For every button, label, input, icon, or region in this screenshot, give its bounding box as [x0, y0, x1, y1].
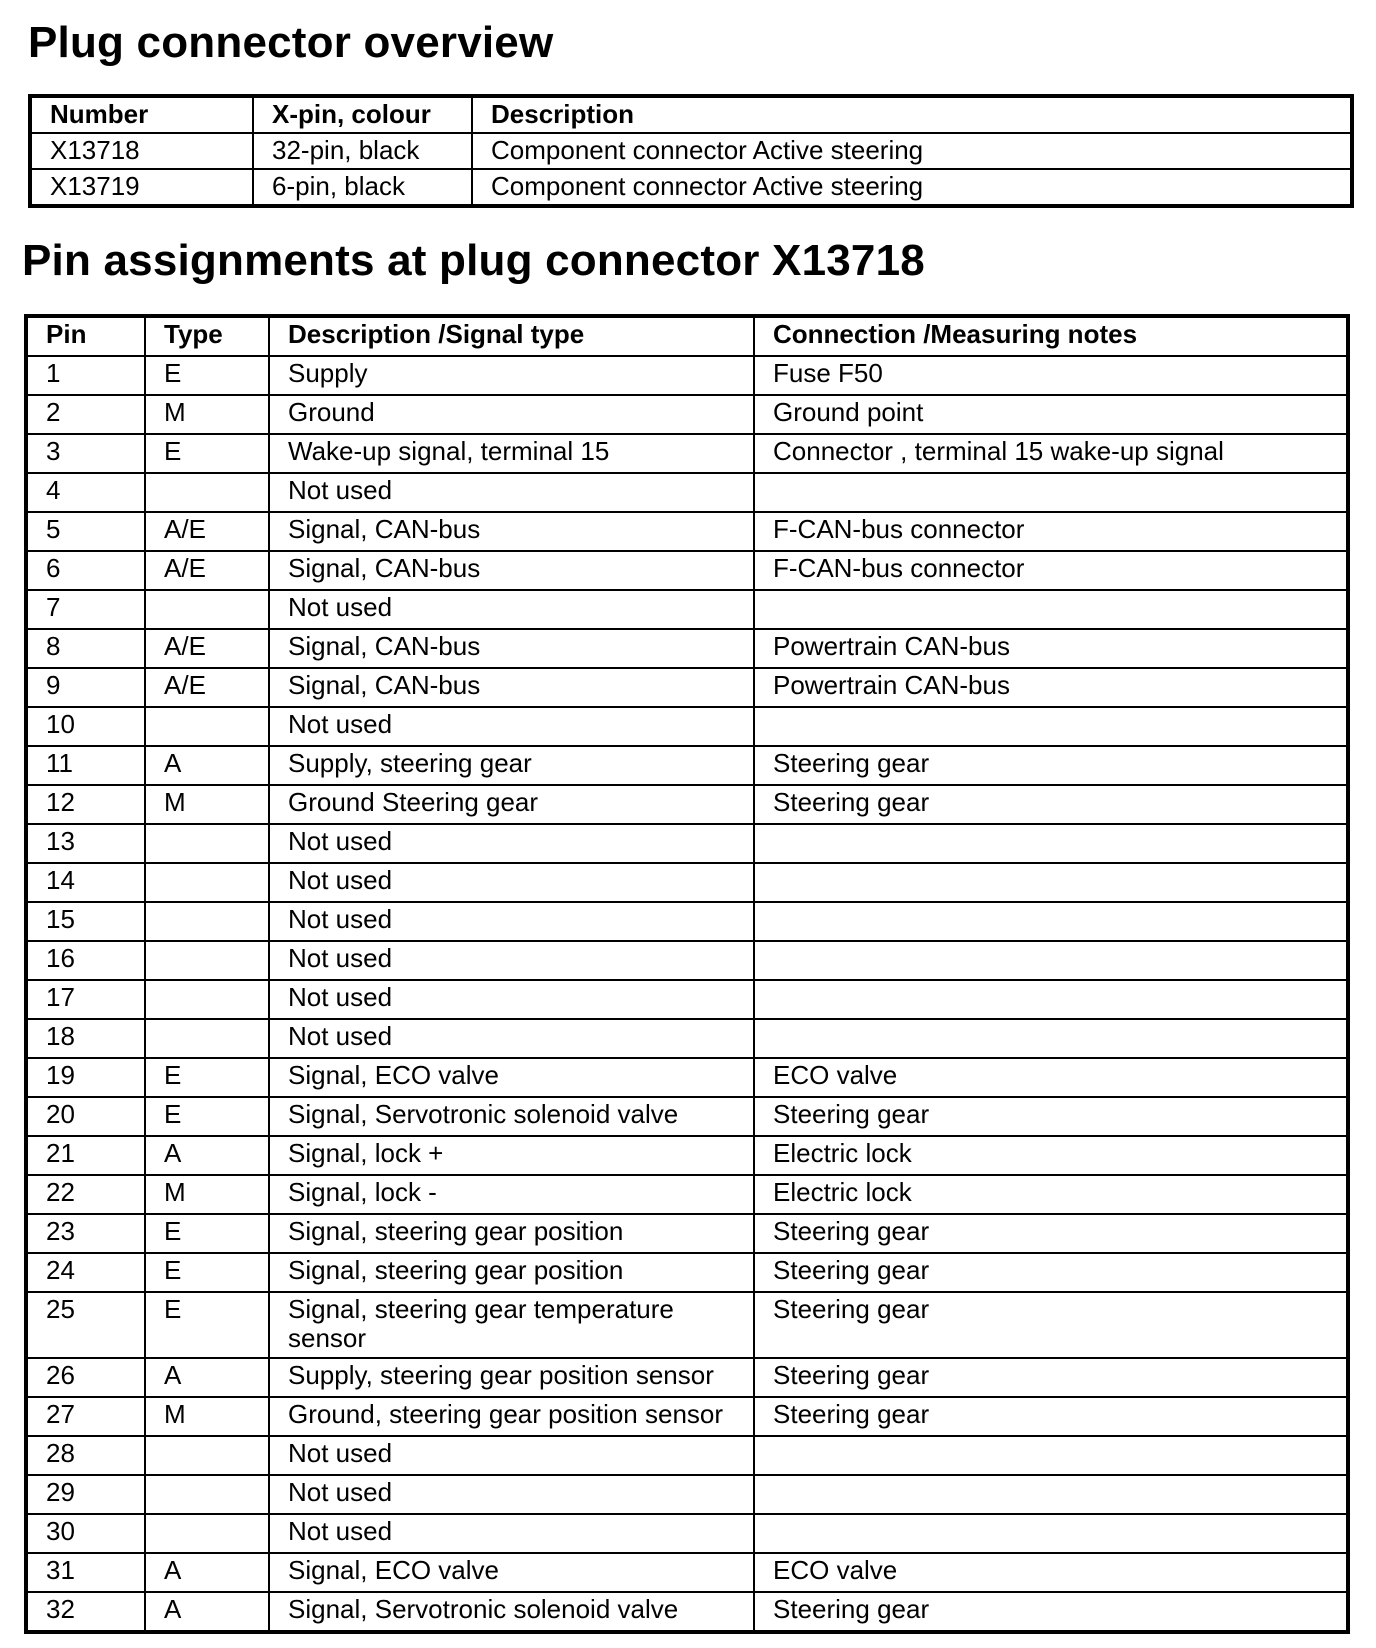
pin-row	[26, 1436, 1348, 1475]
pin-connection-cell: Steering gear	[754, 785, 1348, 824]
pin-row	[26, 512, 1348, 551]
pin-description-cell: Signal, CAN-bus	[269, 512, 754, 551]
pin-type-cell: A/E	[145, 551, 269, 590]
pin-row	[26, 1292, 1348, 1358]
pin-row	[26, 434, 1348, 473]
connector-description-cell: Component connector Active steering	[472, 169, 1352, 206]
pin-connection-cell: Steering gear	[754, 1253, 1348, 1292]
pin-row	[26, 1514, 1348, 1553]
pin-number-cell: 5	[26, 512, 145, 551]
pin-connection-cell: ECO valve	[754, 1553, 1348, 1592]
overview-table	[28, 94, 1354, 208]
pin-description-cell: Supply, steering gear	[269, 746, 754, 785]
pin-row	[26, 902, 1348, 941]
overview-row	[30, 133, 1352, 169]
pin-description-cell: Supply	[269, 356, 754, 395]
pin-header-row	[26, 316, 1348, 356]
pin-connection-cell	[754, 707, 1348, 746]
pin-number-cell: 4	[26, 473, 145, 512]
pin-type-cell: A	[145, 1358, 269, 1397]
pin-number-cell: 12	[26, 785, 145, 824]
pin-connection-cell	[754, 941, 1348, 980]
connector-number-cell: X13719	[30, 169, 253, 206]
connector-number-cell: X13718	[30, 133, 253, 169]
pin-type-cell: E	[145, 434, 269, 473]
pin-description-cell: Not used	[269, 707, 754, 746]
pin-header-connection: Connection /Measuring notes	[754, 316, 1348, 356]
pin-connection-cell: Powertrain CAN-bus	[754, 668, 1348, 707]
pin-description-cell: Signal, steering gear position	[269, 1253, 754, 1292]
pin-type-cell: A	[145, 746, 269, 785]
pin-row	[26, 668, 1348, 707]
pin-row	[26, 1253, 1348, 1292]
pin-number-cell: 20	[26, 1097, 145, 1136]
pin-row	[26, 629, 1348, 668]
pin-connection-cell: Steering gear	[754, 1397, 1348, 1436]
pin-description-cell: Not used	[269, 590, 754, 629]
pin-connection-cell: Electric lock	[754, 1175, 1348, 1214]
pin-type-cell	[145, 902, 269, 941]
pin-type-cell: E	[145, 1097, 269, 1136]
pin-connection-cell: F-CAN-bus connector	[754, 551, 1348, 590]
pin-type-cell: E	[145, 1253, 269, 1292]
pin-row	[26, 707, 1348, 746]
pins-title: Pin assignments at plug connector X13718	[22, 236, 925, 285]
pin-row	[26, 980, 1348, 1019]
pin-connection-cell: Steering gear	[754, 1097, 1348, 1136]
pin-description-cell: Ground	[269, 395, 754, 434]
pin-connection-cell	[754, 902, 1348, 941]
pin-number-cell: 24	[26, 1253, 145, 1292]
pin-number-cell: 18	[26, 1019, 145, 1058]
pin-connection-cell: Steering gear	[754, 1214, 1348, 1253]
overview-header-number: Number	[30, 96, 253, 133]
pin-number-cell: 2	[26, 395, 145, 434]
pin-type-cell: A/E	[145, 668, 269, 707]
pin-table	[24, 314, 1350, 1634]
pin-description-cell: Signal, ECO valve	[269, 1553, 754, 1592]
pin-description-cell: Not used	[269, 1475, 754, 1514]
pin-connection-cell: Electric lock	[754, 1136, 1348, 1175]
pin-row	[26, 1553, 1348, 1592]
pin-type-cell: A	[145, 1136, 269, 1175]
pin-description-cell: Not used	[269, 1019, 754, 1058]
pin-row	[26, 824, 1348, 863]
pin-connection-cell	[754, 980, 1348, 1019]
pin-connection-cell: Ground point	[754, 395, 1348, 434]
pin-type-cell: M	[145, 1397, 269, 1436]
pin-number-cell: 30	[26, 1514, 145, 1553]
pin-number-cell: 11	[26, 746, 145, 785]
pin-connection-cell	[754, 1019, 1348, 1058]
pin-description-cell: Not used	[269, 980, 754, 1019]
pin-row	[26, 1214, 1348, 1253]
pin-connection-cell: Steering gear	[754, 1292, 1348, 1358]
pin-number-cell: 15	[26, 902, 145, 941]
pin-number-cell: 32	[26, 1592, 145, 1632]
pin-description-cell: Signal, CAN-bus	[269, 668, 754, 707]
pin-row	[26, 395, 1348, 434]
pin-number-cell: 31	[26, 1553, 145, 1592]
pin-row	[26, 1019, 1348, 1058]
pin-connection-cell: Fuse F50	[754, 356, 1348, 395]
pin-type-cell: A/E	[145, 629, 269, 668]
pin-description-cell: Signal, lock +	[269, 1136, 754, 1175]
pin-number-cell: 6	[26, 551, 145, 590]
pin-connection-cell: Powertrain CAN-bus	[754, 629, 1348, 668]
connector-description-cell: Component connector Active steering	[472, 133, 1352, 169]
pin-number-cell: 13	[26, 824, 145, 863]
pin-connection-cell	[754, 590, 1348, 629]
pin-row	[26, 1136, 1348, 1175]
pin-description-cell: Wake-up signal, terminal 15	[269, 434, 754, 473]
pin-row	[26, 1397, 1348, 1436]
pin-number-cell: 17	[26, 980, 145, 1019]
pin-row	[26, 1175, 1348, 1214]
pin-description-cell: Signal, ECO valve	[269, 1058, 754, 1097]
pin-type-cell	[145, 473, 269, 512]
pin-connection-cell: F-CAN-bus connector	[754, 512, 1348, 551]
pin-row	[26, 1058, 1348, 1097]
pin-number-cell: 19	[26, 1058, 145, 1097]
pin-row	[26, 1475, 1348, 1514]
pin-row	[26, 1592, 1348, 1632]
pin-number-cell: 27	[26, 1397, 145, 1436]
pin-connection-cell	[754, 1436, 1348, 1475]
pin-type-cell: M	[145, 785, 269, 824]
pin-description-cell: Signal, CAN-bus	[269, 629, 754, 668]
pin-number-cell: 28	[26, 1436, 145, 1475]
pin-number-cell: 23	[26, 1214, 145, 1253]
pin-description-cell: Not used	[269, 473, 754, 512]
pin-type-cell	[145, 707, 269, 746]
pin-type-cell	[145, 941, 269, 980]
pin-number-cell: 25	[26, 1292, 145, 1358]
pin-type-cell: A	[145, 1553, 269, 1592]
pin-connection-cell	[754, 1475, 1348, 1514]
pin-number-cell: 22	[26, 1175, 145, 1214]
pin-type-cell: M	[145, 1175, 269, 1214]
pin-number-cell: 16	[26, 941, 145, 980]
pin-number-cell: 14	[26, 863, 145, 902]
pin-description-cell: Not used	[269, 1514, 754, 1553]
pin-row	[26, 941, 1348, 980]
pin-description-cell: Signal, Servotronic solenoid valve	[269, 1097, 754, 1136]
pin-number-cell: 10	[26, 707, 145, 746]
connector-xpin-cell: 32-pin, black	[253, 133, 472, 169]
pin-type-cell: E	[145, 356, 269, 395]
pin-description-cell: Not used	[269, 863, 754, 902]
pin-row	[26, 473, 1348, 512]
pin-type-cell: M	[145, 395, 269, 434]
pin-row	[26, 551, 1348, 590]
pin-number-cell: 3	[26, 434, 145, 473]
pin-number-cell: 26	[26, 1358, 145, 1397]
pin-type-cell	[145, 1475, 269, 1514]
pin-type-cell: E	[145, 1292, 269, 1358]
pin-type-cell: A	[145, 1592, 269, 1632]
overview-header-row	[30, 96, 1352, 133]
pin-connection-cell	[754, 863, 1348, 902]
pin-description-cell: Not used	[269, 1436, 754, 1475]
pin-row	[26, 863, 1348, 902]
pin-row	[26, 785, 1348, 824]
pin-description-cell: Ground, steering gear position sensor	[269, 1397, 754, 1436]
pin-number-cell: 21	[26, 1136, 145, 1175]
pin-row	[26, 746, 1348, 785]
pin-type-cell: A/E	[145, 512, 269, 551]
pin-description-cell: Ground Steering gear	[269, 785, 754, 824]
pin-type-cell	[145, 1436, 269, 1475]
pin-type-cell	[145, 863, 269, 902]
pin-description-cell: Signal, lock -	[269, 1175, 754, 1214]
pin-connection-cell: Steering gear	[754, 746, 1348, 785]
pin-connection-cell: Steering gear	[754, 1358, 1348, 1397]
pin-row	[26, 1358, 1348, 1397]
pin-number-cell: 9	[26, 668, 145, 707]
pin-type-cell	[145, 824, 269, 863]
pin-type-cell	[145, 980, 269, 1019]
pin-connection-cell	[754, 473, 1348, 512]
pin-number-cell: 8	[26, 629, 145, 668]
pin-description-cell: Signal, steering gear position	[269, 1214, 754, 1253]
pin-row	[26, 590, 1348, 629]
pin-row	[26, 1097, 1348, 1136]
overview-title: Plug connector overview	[28, 18, 554, 67]
pin-connection-cell: ECO valve	[754, 1058, 1348, 1097]
connector-xpin-cell: 6-pin, black	[253, 169, 472, 206]
pin-type-cell	[145, 1019, 269, 1058]
pin-type-cell: E	[145, 1058, 269, 1097]
overview-header-xpin: X-pin, colour	[253, 96, 472, 133]
pin-number-cell: 29	[26, 1475, 145, 1514]
pin-description-cell: Signal, Servotronic solenoid valve	[269, 1592, 754, 1632]
pin-header-description: Description /Signal type	[269, 316, 754, 356]
pin-type-cell	[145, 590, 269, 629]
pin-number-cell: 7	[26, 590, 145, 629]
overview-header-description: Description	[472, 96, 1352, 133]
overview-row	[30, 169, 1352, 206]
pin-description-cell: Not used	[269, 902, 754, 941]
pin-number-cell: 1	[26, 356, 145, 395]
pin-row	[26, 356, 1348, 395]
pin-description-cell: Signal, CAN-bus	[269, 551, 754, 590]
pin-description-cell: Supply, steering gear position sensor	[269, 1358, 754, 1397]
pin-header-pin: Pin	[26, 316, 145, 356]
pin-connection-cell: Steering gear	[754, 1592, 1348, 1632]
pin-connection-cell	[754, 824, 1348, 863]
pin-connection-cell: Connector , terminal 15 wake-up signal	[754, 434, 1348, 473]
pin-type-cell: E	[145, 1214, 269, 1253]
pin-connection-cell	[754, 1514, 1348, 1553]
pin-description-cell: Not used	[269, 824, 754, 863]
pin-header-type: Type	[145, 316, 269, 356]
pin-description-cell: Signal, steering gear temperature sensor	[269, 1292, 754, 1358]
pin-description-cell: Not used	[269, 941, 754, 980]
pin-type-cell	[145, 1514, 269, 1553]
